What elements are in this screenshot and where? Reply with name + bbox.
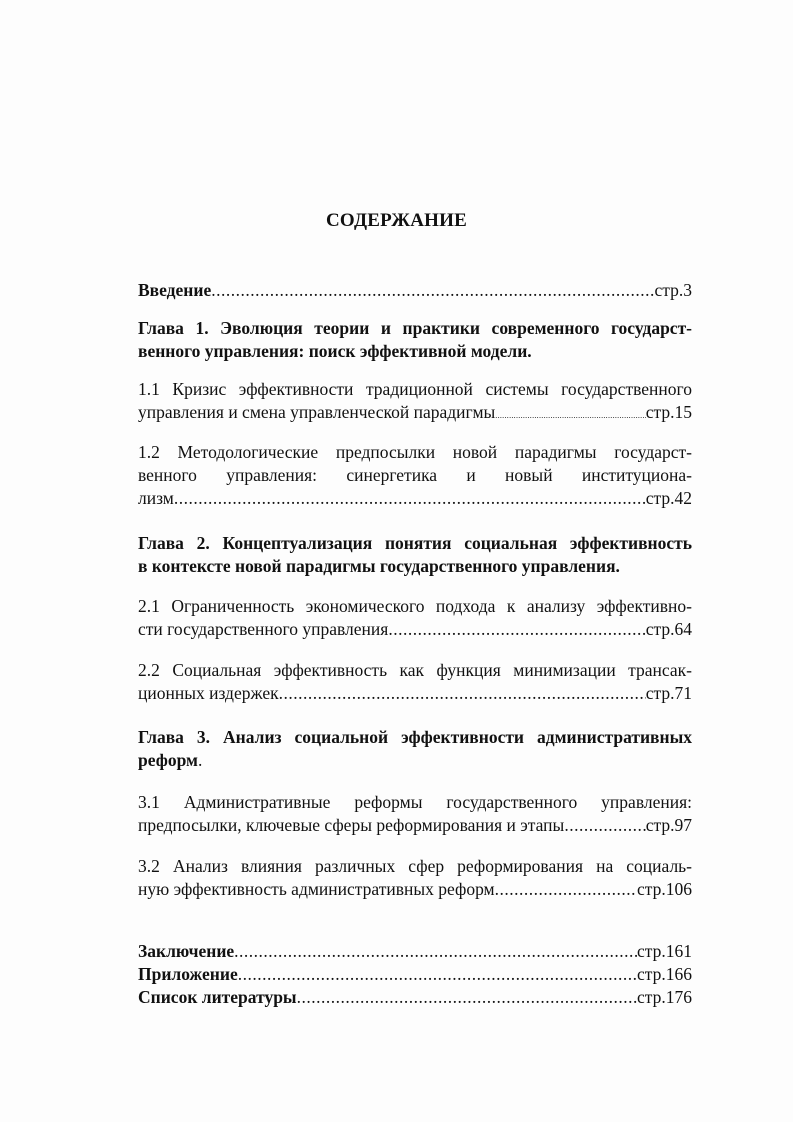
toc-section-line: венного управления: синергетика и новый институциона- — [138, 465, 692, 485]
toc-leader-dots — [388, 618, 645, 641]
toc-page-number: стр.15 — [645, 402, 692, 422]
toc-leader-dots — [297, 986, 637, 1009]
toc-leader-dots — [495, 404, 645, 427]
toc-chapter-line: Глава 1. Эволюция теории и практики современного государст- — [138, 318, 692, 338]
toc-label: Заключение — [138, 941, 235, 961]
toc-page-number: стр.166 — [636, 964, 692, 984]
toc-label: Приложение — [138, 964, 238, 984]
toc-section-line: ную эффективность административных реформ — [138, 879, 495, 899]
toc-chapter-line: венного управления: поиск эффективной модели. — [138, 341, 532, 361]
toc-leader-dots — [564, 814, 645, 837]
toc-leader-dots — [238, 963, 637, 986]
toc-back-matter — [138, 940, 692, 1009]
toc-page-number: стр.71 — [645, 683, 692, 703]
toc-leader-dots — [174, 487, 646, 510]
toc-leader-dots — [211, 279, 654, 302]
toc-page-number: стр.161 — [636, 941, 692, 961]
toc-section-line: сти государственного управления — [138, 619, 389, 639]
toc-chapter-1[interactable] — [138, 317, 692, 363]
toc-section-1-2[interactable] — [138, 441, 692, 510]
toc-section-3-2[interactable] — [138, 855, 692, 901]
toc-section-line: 3.1 Административные реформы государственного управления: — [138, 792, 692, 812]
toc-chapter-2[interactable] — [138, 532, 692, 578]
toc-label: Введение — [138, 280, 212, 300]
toc-section-line: 2.2 Социальная эффективность как функция минимизации трансак- — [138, 660, 692, 680]
toc-section-line: предпосылки, ключевые сферы реформирования и этапы — [138, 815, 565, 835]
toc-entry-appendix[interactable] — [138, 963, 692, 986]
toc-section-2-2[interactable] — [138, 659, 692, 705]
toc-leader-dots — [234, 940, 637, 963]
toc-section-line: 3.2 Анализ влияния различных сфер реформирования на социаль- — [138, 856, 692, 876]
toc-chapter-line: Глава 3. Анализ социальной эффективности административных — [138, 727, 692, 747]
toc-page-number: стр.97 — [645, 815, 692, 835]
toc-section-line: лизм — [138, 488, 174, 508]
toc-leader-dots — [279, 682, 646, 705]
toc-entry-intro[interactable] — [138, 279, 692, 302]
toc-section-line: управления и смена управленческой парадигмы — [138, 402, 496, 422]
toc-chapter-line: в контексте новой парадигмы государственного управления. — [138, 556, 620, 576]
toc-chapter-line: реформ — [138, 750, 198, 770]
page-title: СОДЕРЖАНИЕ — [326, 210, 467, 231]
toc-page-number: стр.42 — [645, 488, 692, 508]
toc-page-number: стр.106 — [636, 879, 692, 899]
toc-section-line: 1.1 Кризис эффективности традиционной системы государственного — [138, 379, 692, 399]
toc-entry-references[interactable] — [138, 986, 692, 1009]
toc-section-2-1[interactable] — [138, 595, 692, 641]
toc-chapter-line-suffix: . — [197, 750, 203, 770]
toc-page-number: стр.3 — [654, 280, 692, 300]
toc-section-line: ционных издержек — [138, 683, 279, 703]
toc-section-1-1[interactable] — [138, 378, 692, 427]
toc-entry-conclusion[interactable] — [138, 940, 692, 963]
toc-section-3-1[interactable] — [138, 791, 692, 837]
toc-leader-dots — [495, 878, 637, 901]
toc-page-number: стр.176 — [636, 987, 692, 1007]
toc-section-line: 2.1 Ограниченность экономического подхода к анализу эффективно- — [138, 596, 692, 616]
toc-chapter-3[interactable] — [138, 726, 692, 772]
toc-label: Список литературы — [138, 987, 297, 1007]
toc-section-line: 1.2 Методологические предпосылки новой парадигмы государст- — [138, 442, 692, 462]
toc-chapter-line: Глава 2. Концептуализация понятия социальная эффективность — [138, 533, 692, 553]
toc-page-number: стр.64 — [645, 619, 692, 639]
